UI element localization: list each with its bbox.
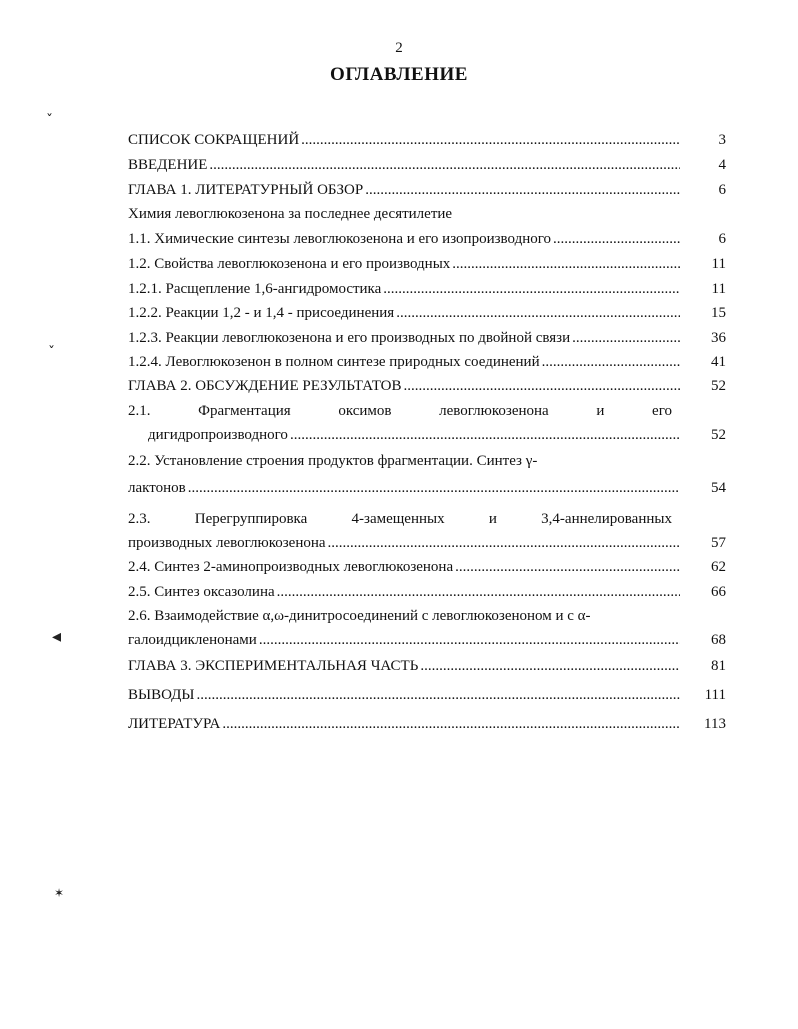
toc-text-line	[128, 509, 672, 529]
toc-entry-page: 6	[718, 231, 726, 247]
toc-entry-page: 15	[711, 305, 726, 321]
toc-entry-label: ГЛАВА 1. ЛИТЕРАТУРНЫЙ ОБЗОР	[128, 182, 364, 198]
dot-leader	[396, 303, 680, 323]
toc-entry-page: 3	[718, 132, 726, 148]
scan-speck: ˇ	[46, 113, 53, 129]
toc-entry	[128, 376, 726, 396]
toc-entry	[128, 478, 726, 498]
dot-leader	[209, 155, 680, 175]
section-heading: Химия левоглюкозенона за последнее десятилетие	[128, 206, 453, 222]
toc-entry	[128, 656, 726, 676]
dot-leader	[365, 180, 680, 200]
toc-entry-page: 66	[711, 584, 726, 600]
toc-entry	[128, 425, 726, 445]
dot-leader	[452, 254, 680, 274]
dot-leader	[455, 557, 680, 577]
toc-entry-label: ЛИТЕРАТУРА	[128, 716, 221, 732]
dot-leader	[222, 714, 680, 734]
page-title: ОГЛАВЛЕНИЕ	[330, 64, 468, 85]
toc-entry	[128, 352, 726, 372]
toc-word: оксимов	[338, 403, 392, 419]
dot-leader	[277, 582, 680, 602]
toc-entry	[128, 180, 726, 200]
toc-entry-page: 52	[711, 378, 726, 394]
toc-entry-label: СПИСОК СОКРАЩЕНИЙ	[128, 132, 300, 148]
toc-entry-page: 11	[711, 281, 726, 297]
dot-leader	[188, 478, 680, 498]
dot-leader	[383, 279, 680, 299]
page-number: 2	[395, 40, 403, 56]
toc-entry-page: 6	[718, 182, 726, 198]
toc-entry-page: 41	[711, 354, 726, 370]
toc-entry-label: ГЛАВА 2. ОБСУЖДЕНИЕ РЕЗУЛЬТАТОВ	[128, 378, 402, 394]
toc-entry-page: 54	[711, 480, 726, 496]
toc-word: 2.1.	[128, 403, 151, 419]
toc-entry-page: 68	[711, 632, 726, 648]
dot-leader	[420, 656, 680, 676]
toc-entry	[128, 714, 726, 734]
toc-text-line: 2.2. Установление строения продуктов фрагментации. Синтез γ-	[128, 453, 538, 469]
toc-entry	[128, 582, 726, 602]
scan-speck: ◂	[52, 626, 62, 647]
toc-entry-page: 36	[711, 330, 726, 346]
toc-word: и	[488, 511, 497, 527]
toc-word: Фрагментация	[198, 403, 291, 419]
toc-entry-label: дигидропроизводного	[148, 427, 288, 443]
toc-text-line	[128, 401, 672, 421]
toc-entry	[128, 685, 726, 705]
toc-word: Перегруппировка	[194, 511, 308, 527]
toc-entry-label: 1.2.4. Левоглюкозенон в полном синтезе природных соединений	[128, 354, 540, 370]
toc-entry-label: ВЫВОДЫ	[128, 687, 195, 703]
toc-entry-page: 4	[718, 157, 726, 173]
toc-entry	[128, 155, 726, 175]
toc-word: 3,4-аннелированных	[541, 511, 672, 527]
toc-entry-page: 11	[711, 256, 726, 272]
toc-entry	[128, 630, 726, 650]
dot-leader	[572, 328, 680, 348]
toc-entry	[128, 303, 726, 323]
toc-entry-page: 52	[711, 427, 726, 443]
toc-entry-label: лактонов	[128, 480, 186, 496]
toc-entry-label: 1.2. Свойства левоглюкозенона и его производных	[128, 256, 451, 272]
toc-entry-page: 62	[711, 559, 726, 575]
dot-leader	[290, 425, 680, 445]
dot-leader	[404, 376, 680, 396]
toc-word: его	[652, 403, 672, 419]
toc-entry-page: 113	[704, 716, 726, 732]
toc-entry-label: 2.4. Синтез 2-аминопроизводных левоглюкозенона	[128, 559, 454, 575]
toc-entry	[128, 279, 726, 299]
toc-entry-label: 1.2.3. Реакции левоглюкозенона и его производных по двойной связи	[128, 330, 571, 346]
toc-entry-label: 1.1. Химические синтезы левоглюкозенона и его изопроизводного	[128, 231, 552, 247]
dot-leader	[301, 130, 680, 150]
dot-leader	[542, 352, 680, 372]
toc-entry-label: ВВЕДЕНИЕ	[128, 157, 208, 173]
toc-entry-label: галоидцикленонами	[128, 632, 257, 648]
toc-entry-page: 81	[711, 658, 726, 674]
toc-entry	[128, 130, 726, 150]
dot-leader	[328, 533, 680, 553]
toc-word: и	[596, 403, 605, 419]
dot-leader	[553, 229, 680, 249]
toc-entry	[128, 254, 726, 274]
toc-entry-label: производных левоглюкозенона	[128, 535, 326, 551]
toc-entry	[128, 328, 726, 348]
toc-word: 4-замещенных	[351, 511, 445, 527]
toc-entry-label: ГЛАВА 3. ЭКСПЕРИМЕНТАЛЬНАЯ ЧАСТЬ	[128, 658, 419, 674]
scan-speck: ✶	[54, 886, 65, 900]
toc-text-line: 2.6. Взаимодействие α,ω-динитросоединений с левоглюкозеноном и с α-	[128, 608, 591, 624]
toc-entry-page: 57	[711, 535, 726, 551]
toc-word: 2.3.	[128, 511, 151, 527]
dot-leader	[259, 630, 680, 650]
toc-entry-page: 111	[704, 687, 726, 703]
toc-entry	[128, 557, 726, 577]
dot-leader	[197, 685, 681, 705]
scan-speck: ˇ	[48, 345, 55, 361]
toc-entry-label: 1.2.2. Реакции 1,2 - и 1,4 - присоединения	[128, 305, 395, 321]
toc-entry-label: 1.2.1. Расщепление 1,6-ангидромостика	[128, 281, 382, 297]
toc-entry	[128, 533, 726, 553]
toc-entry-label: 2.5. Синтез оксазолина	[128, 584, 275, 600]
toc-word: левоглюкозенона	[439, 403, 549, 419]
toc-entry	[128, 229, 726, 249]
